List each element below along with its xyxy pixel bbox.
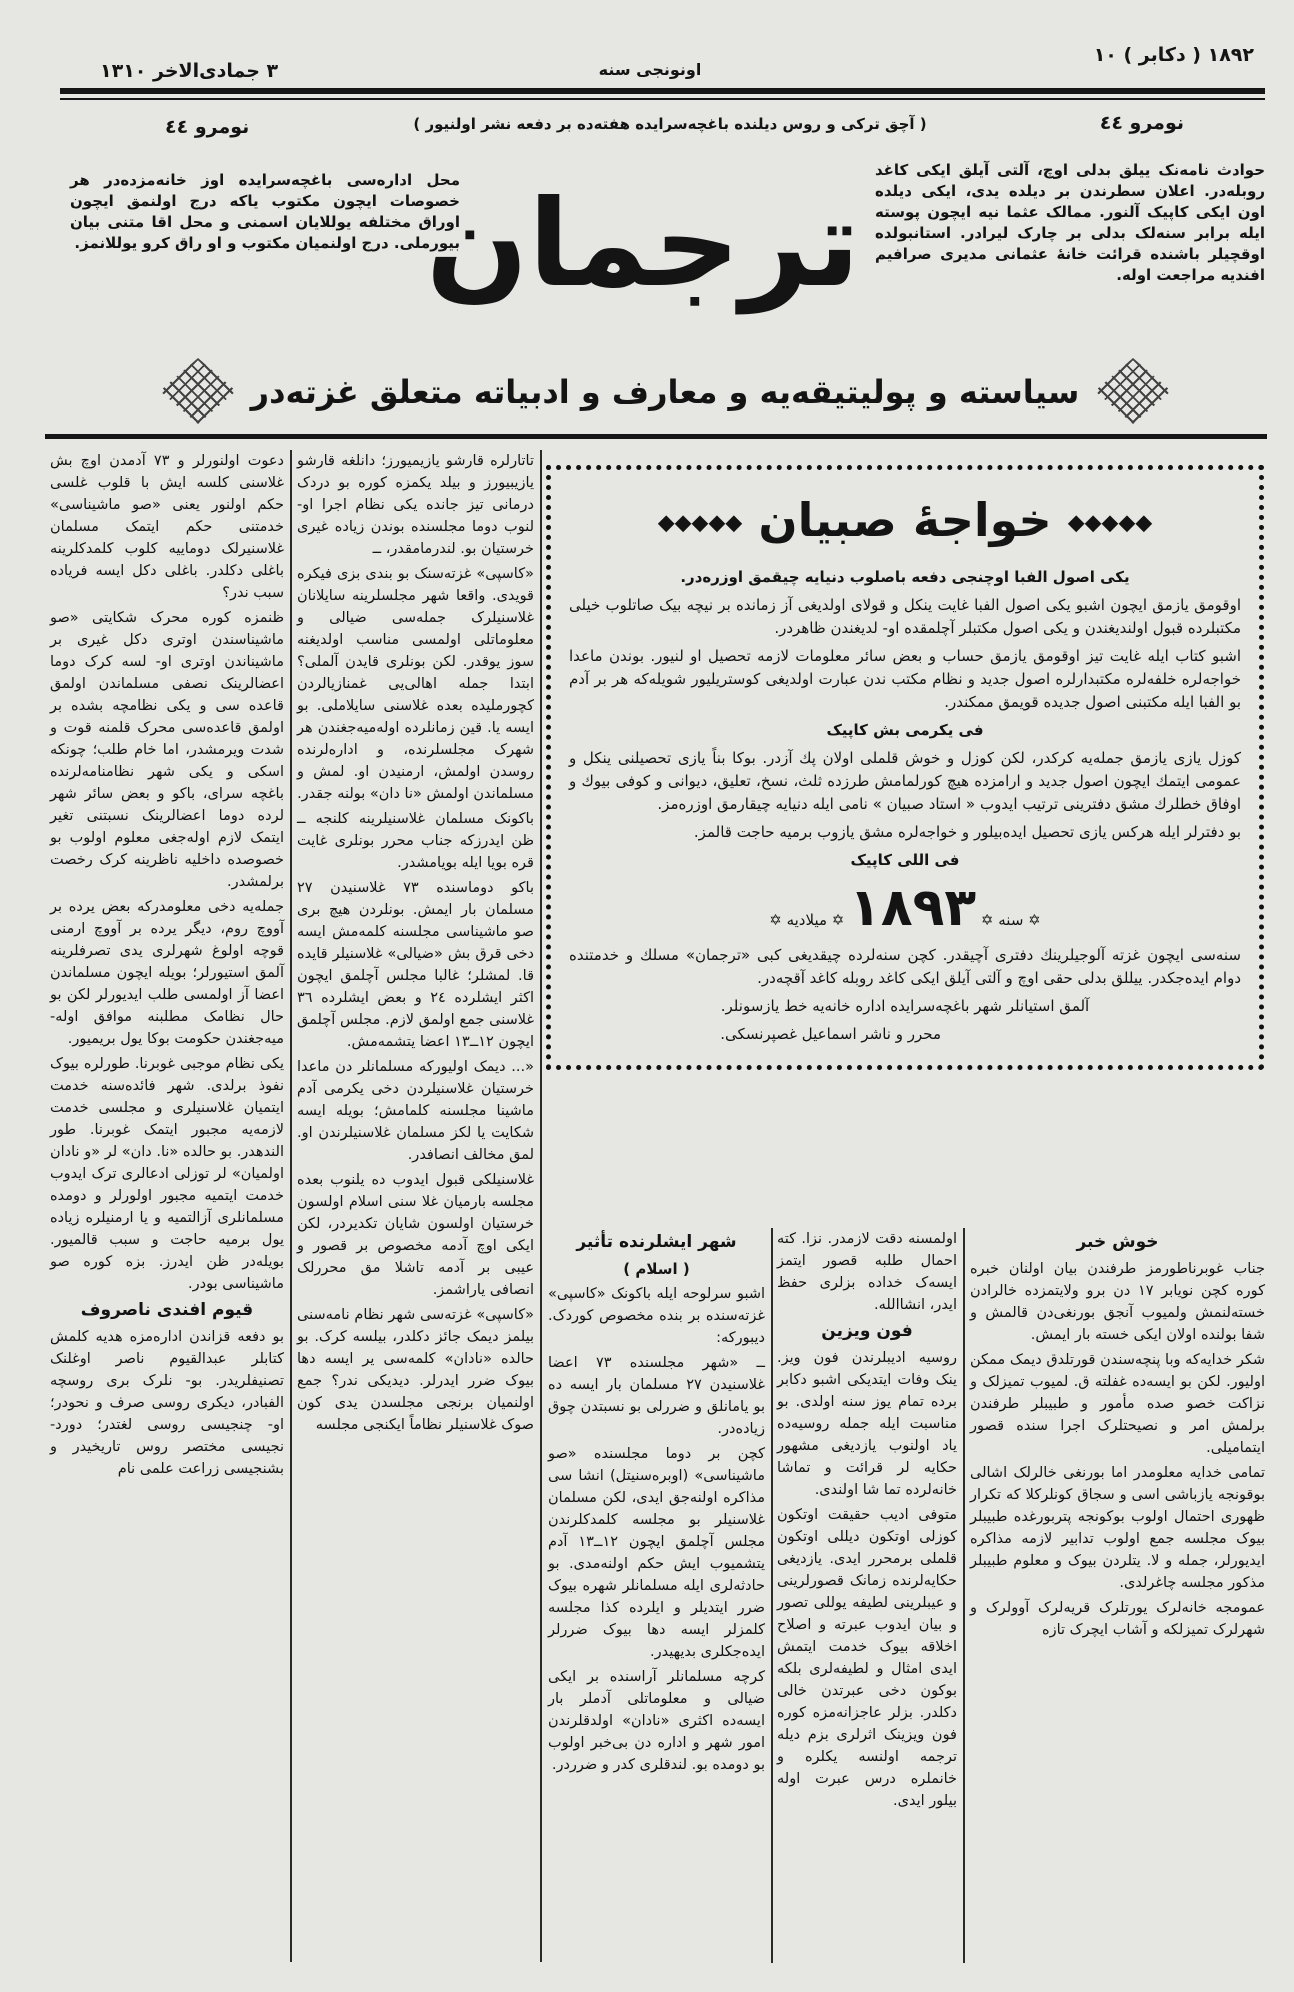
paragraph: ظنمزه کوره محرک شکایتی «صو ماشیناسندن اوتری دکل غیری بر ماشیناندن اوتری او- لسه کرک دوما اعضالرینک نصفی مسلماندن اولمق قاعده سی و یکی نظامچه بشده بر اولمق قاعده‌سی محرک قلمنه قوت و شدت ویرمشدر، اما خام طلب؛ چونکه اسکی و یکی شهر نظامنامه‌لرنده باغچه سرای، باکو و بعض سائر شهر لرده دوما اعضالرینک نسبتنی تغیر ایتمک لازم اوله‌جغی معلوم اولوب بو خصوصده داخلیه ناظرینه کرک رخصت برلمشدر.	[50, 610, 284, 890]
paragraph: یکی نظام موجبی غوبرنا. طورلره بیوک نفوذ برلدی. شهر فائده‌سنه خدمت ایتمیان غلاسنیلری و مجلسی خدمت لازمه‌یه مجبور ایتمک غوبرنا. طور الندهدر. بو حالده «نا. دان» لر «و نادان اولمیان» لر توزلی ادعالری ترک ایدوب خدمت ایتمیه مجبور اولورلر و دومده مسلمانلری آزالتمیه و یا ارمنیلره زیاده یول برمیه حاجت و سبب قالمیور. بویله‌در ظن ایدرز. بزه کوره صو ماشیناسی بودر.	[50, 1056, 284, 1292]
year: ١٨٩٣	[849, 877, 977, 938]
issue-number-right: نومرو ٤٤	[1099, 112, 1184, 134]
advertisement-title: خواجهٔ صبیان	[758, 493, 1052, 547]
paragraph: کچن بر دوما مجلسنده «صو ماشیناسی» (اوبره‌سنیتل) انشا سی مذاکره اولنه‌جق ایدی، لکن مسلمان غلاسنیلر بو مجلسه کلمدکلرندن مجلس آچلمق ایچون ١٢ــ١٣ آدم یتشمیوب ایش حکم اولنه‌مدی. بو حادثه‌لری ایله مسلمانلر شهره بیوک ضرر ایتدیلر و ایلرده کذا مجلسه کلمزلر ایسه دها بیوک ضررلر ایده‌جکلری بدیهیدر.	[548, 1446, 765, 1660]
section-heading: شهر ایشلرنده تأثیر	[576, 1232, 737, 1252]
section-heading: خوش خبر	[1076, 1232, 1159, 1252]
column-c	[970, 1228, 1265, 1644]
column-a	[50, 450, 284, 1483]
publication-year: اونونجی سنه	[598, 60, 702, 79]
ornament-left	[160, 358, 236, 424]
diamond-ornament-icon: ◆◆◆◆◆	[657, 510, 743, 536]
ad-paragraph: اشبو کتاب ایله غایت تیز اوقومق یازمق حساب و بعض سائر معلومات لازمه تحصیل او لنیور. بوندن ماعدا خواجه‌لره خلفه‌لره مکتبدارلره اصول جدید و نظام مکتب ندن عبارت اولدیغی کوستریلیور شویله‌که هر بر آدم بو الفبا ایله مکتبنی اصول جدیده قویمق ممکندر.	[569, 646, 1241, 711]
advertisement-title-row	[569, 488, 1241, 556]
column-divider	[290, 450, 292, 1962]
paragraph: دعوت اولنورلر و ٧٣ آدمدن اوچ بش غلاسنی کلسه ایش با قلوب غلسی حکم اولنور یعنی «صو ماشیناسی» خدمتنی حکم ایتمک مسلمان غلاسنیرلک دوماییه کلوب کلمدکلرینه باغلی دکلدر. باغلی دکل ایسه فریاده سبب ندر؟	[50, 453, 284, 601]
column-divider	[963, 1228, 965, 1963]
column-d	[777, 1228, 957, 1815]
paragraph: شکر خدایه‌که وبا پنچه‌سندن قورتلدق دیمک ممکن اولیور. لکن بو ایسه‌ده غفلته ق. لمیوب تمیزلک و نزاکت خصو صده مأمور و طبیبلر طرفندن برلمش امر و نصیحتلرک اجرا سنده قصور ایتمامیلی.	[970, 1352, 1265, 1456]
ad-paragraph: اوقومق یازمق ایچون اشبو یکی اصول الفبا غایت ینکل و قولای اولدیغی آز زمانده بر نیچه بیک صاتلوب خیلی مکتبلرده قبول اولندیغندن و یکی اصول مکتبلر آچلمقده او- لدیغندن ظاهردر.	[569, 595, 1241, 637]
ad-paragraph: آلمق استیانلر شهر باغچه‌سرایده اداره خانه‌یه خط یازسونلر.	[720, 996, 1090, 1015]
paragraph: غلاسنیلکی قبول ایدوب ده یلنوب بعده مجلسه بارمیان غلا سنی اسلام اولسون خرستیان اولسون شایان تکدیردر، لکن ایکی اوچ آدمه مخصوص بر قصور و عیبی بر آدمه تاشلا مق محررلک انصافی یاراشمز.	[297, 1172, 534, 1298]
date-gregorian: ١٨٩٢ ( دکابر ) ١٠	[1093, 44, 1254, 66]
section-heading: قیوم افندی ناصروف	[80, 1300, 254, 1320]
paragraph: روسیه ادیبلرندن فون ویز. ینک وفات ایتدیکی اشبو دکابر برده تمام یوز سنه اولدی. بو مناسبت ایله جمله روسیه‌ده یاد اولنوب یازدیغی مشهور حکایه لر قرائت و تماشا خانه‌لرده تما شا اولندی.	[777, 1350, 957, 1498]
star-icon: ✡	[1028, 910, 1041, 929]
paragraph: متوفی ادیب حقیقت اوتکون کوزلی اوتکون دیللی اوتکون قلملی برمحرر ایدی. یازدیغی حکایه‌لرنده زمانک قصورلرینی و عیبلرینی لطیفه یوللی تصور و بیان ایدوب عبرته و اصلاح اخلاقه بیوک خدمت ایتمش ایدی امثال و لطیفه‌لری بلکه بوکون دخی عبرتدن خالی دکلدر. بزلر عاجزانه‌مزه کوره فون ویزینک اثرلری بزم دیله ترجمه اولنسه یکلره و خانملره درس عبرت اوله بیلور ایدی.	[777, 1507, 957, 1809]
ad-paragraph: بو دفترلر ایله هرکس یازی تحصیل ایده‌بیلور و خواجه‌لره مشق یازوب برمیه حاجت قالمز.	[693, 822, 1241, 841]
ornament-right	[1095, 358, 1171, 424]
paragraph: عمومجه خانه‌لرک یورتلرک قریه‌لرک آوولرک و شهرلرک تمیزلکه و آشاب ایچرک تازه	[970, 1600, 1265, 1638]
ad-price: فی اللی کاپیک	[850, 850, 960, 869]
issue-number-left: نومرو ٤٤	[165, 116, 250, 138]
column-divider	[771, 1228, 773, 1963]
newspaper-subtitle: سیاسته و پولیتیقه‌یه و معارف و ادبیاته متعلق غزته‌در	[250, 373, 1080, 411]
star-icon: ✡	[831, 910, 845, 929]
section-subheading: ( اسلام )	[623, 1260, 690, 1278]
paragraph: اشبو سرلوحه ایله باکونک «کاسپی» غزته‌سنده بر بنده مخصوص کوردک. دیبورکه:	[548, 1286, 765, 1346]
paragraph: بو دفعه قزاندن اداره‌مزه هدیه کلمش کتابلر عبدالقیوم ناصر اوغلنک تصنیفلریدر. بو- نلرک بری روسچه الفبادر، دیکری روسی صرف و نحودر؛ او- چنجیسی روسی لغتدر؛ دورد- نجیسی مختصر روس تاریخیدر و بشنجیسی زراعت علمی نام	[50, 1329, 284, 1477]
paragraph: جناب غوبرناطورمز طرفندن بیان اولنان خبره کوره کچن نویابر ١٧ دن برو ولایتمزده خالرادن خسته‌لنمش ولمیوب آنجق بورنغی‌دن قالمش و شفا بولنده اولان ایکی خسته بار ایمش.	[970, 1261, 1266, 1343]
masthead-rule-thin	[60, 98, 1265, 100]
paragraph: تمامی خدایه معلومدر اما بورنغی خالرلک اشالی بوقونجه یازباشی اسی و سجاق کونلرکلا که تکرار ظهوری احتمال اولوب بوکونجه پتربورغده طبیبلر بیوک مجلسه جمع اولوب تدابیر لازمه مذاکره ایدیورلر، جمله و لا. یتلردن بیوک و معلوم طبیبلر مذکور مجلسه چاغرلدی.	[970, 1465, 1265, 1591]
ad-paragraph: کوزل یازی یازمق جمله‌یه کرکدر، لکن کوزل و خوش قلملی اولان پك آزدر. بوکا بناً یازی تحصیلنی ینکل و عمومی ایتمك ایچون اصول جدید و ارامزده هیچ کورلمامش طرزده ثلث، نسخ، تعلیق، دیوانی و کوفی بیوك و اوفاق خطلرك مشق دفترینی ترتیب ایدوب « استاد صبیان » نامی ایله دنیایه چیقارمق اوزره‌مز.	[569, 748, 1241, 813]
column-e	[548, 1228, 765, 1779]
paragraph: ــ «شهر مجلسنده ٧٣ اعضا غلاسنیدن ٢٧ مسلمان بار ایسه ده بو یامانلق و ضررلی بو نسبتدن چوق زیاده‌در.	[548, 1355, 765, 1437]
date-hijri: ٣ جمادی‌الاخر ١٣١٠	[100, 60, 279, 82]
paragraph: اولمسنه دقت لازمدر. نزا. کته احمال طلبه قصور ایتمز ایسه‌ک خداده بزلری حفظ ایدر، انشاالله.	[777, 1231, 957, 1313]
year-prefix: سنه	[998, 910, 1024, 929]
year-suffix: میلادیه	[786, 910, 828, 929]
main-rule	[45, 434, 1267, 439]
star-icon: ✡	[980, 910, 994, 929]
paragraph: جمله‌یه دخی معلومدرکه بعض یرده بر آووچ روم، دیگر یرده بر آووچ ارمنی قوچه اولوغ شهرلری یدی تصرفلرینه آلمق استیورلر؛ بویله ایچون مسلماندن اعضا آز اولمسی طلب ایدیورلر لکن بو حال نظامک مطلبنه موافق اوله- میه‌جغندن حکومت بوکا یول بریمیور.	[50, 899, 284, 1047]
ad-editor: محرر و ناشر اسماعیل غصپرنسکی.	[720, 1024, 941, 1043]
section-heading: فون ویزین	[821, 1321, 913, 1341]
paragraph: «... دیمک اولیورکه مسلمانلر دن ماعدا خرستیان غلاسنیلردن دخی یکرمی آدم ماشینا مجلسنه کلمامش؛ بویله ایسه شکایت یا لکز مسلمان غلاسنیلرندن او. لمق مخالف انصافدر.	[297, 1059, 534, 1163]
paragraph: باکو دوماسنده ٧٣ غلاسنیدن ٢٧ مسلمان بار ایمش. بونلردن هیچ بری صو ماشیناسی مجلسنه کلمه‌مش ایسه دخی قرق بش «ضیالی» غلاسنیلر قایده قا. لمشلر؛ غالبا مجلس آچلمق ایچون اکثر ایشلرده ٢٤ و بعض ایشلرده ٣٦ غلاسنی جمع اولمق لازم. مجلس آچلمق ایچون ١٢ــ١٣ اعضا یتشمه‌مش.	[297, 880, 534, 1050]
ad-price: فی یکرمی بش کاپیک	[826, 720, 984, 739]
column-divider	[540, 450, 542, 1962]
publication-note: ( آچق ترکی و روس دیلنده باغچه‌سرایده هفته‌ده بر دفعه نشر اولنیور )	[413, 115, 927, 133]
star-icon: ✡	[769, 910, 782, 929]
paragraph: کرچه مسلمانلر آراسنده بر ایکی ضیالی و معلوماتلی آدملر بار ایسه‌ده اکثری «نادان» اولدقلرندن امور شهر و اداره دن بی‌خبر اولوب بو دومده بو. لندقلری کدر و ضرردر.	[548, 1669, 765, 1773]
paragraph: «کاسپی» غزته‌سنک بو بندی بزی فیکره قویدی. واقعا شهر مجلسلرینه سایلانان غلاسنیلرک جمله‌سی ضیالی و معلوماتلی اولمسی مناسب اولدیغنه سوز یوقدر. لکن بونلری قایدن آلملی؟ ابتدا جمله اهالی‌یی غمنازیالردن کچورملیده بعده غلاسنی سایلاملی. بو ایسه یا. قین زمانلرده اوله‌میه‌جغندن هر شهرک مجلسلرنده، و اداره‌لرنده روسدن اولمش، ارمنیدن او. لمش و مسلماندن اولمش «نا دان» بولنه جقدر.	[297, 566, 534, 802]
newspaper-title: ترجمان	[425, 175, 860, 314]
ad-year-row	[569, 877, 1241, 939]
advertisement-box	[546, 465, 1264, 1070]
masthead-rule-thick	[60, 88, 1265, 94]
ad-paragraph: سنه‌سی ایچون غزته آلوجیلرینك دفتری آچیقدر. کچن سنه‌لرده چیقدیغی کبی «ترجمان» مسلك و خدمتنده دوام ایده‌جکدر. ییللق بدلی حقی اوچ و آلتی آیلق ایکی کاغد روبله کاغد آقچه‌در.	[569, 945, 1241, 987]
subscription-info: حوادث نامه‌نک ییلق بدلی اوچ، آلتی آیلق ایکی کاغد روبله‌در. اعلان سطرندن بر دیلده یدی، ایکی دیلده اون ایکی کاپیک آلنور. ممالک عثما نیه ایچون پوسته ایله برابر سنه‌لک بدلی بر چارک لیرادر. استانبولده اوقچیلر باشنده قرائت خانهٔ عثمانی مدیری صرافیم افندیه مراجعت اوله.	[875, 161, 1265, 284]
paragraph: تاتارلره قارشو یازیمیورز؛ دانلغه قارشو یازیبیورز و بیلد یکمزه کوره بو دردک درمانی تیز جانده یکی نظام اجرا او- لنوب دوما مجلسنده بوندن زیاده غیری خرستیان بو. لندرمامقدر، ــ	[297, 453, 534, 557]
office-info: محل اداره‌سی باغچه‌سرایده اوز خانه‌مزده‌در هر خصوصات ایچون مکتوب یاکه درج اولنمق ایچون اوراق مختلفه یوللایان اسمنی و محل اقا متنی بیان بیورملی. درج اولنمیان مکتوب و او راق کرو یوللانمز.	[70, 171, 460, 252]
paragraph: باکونک مسلمان غلاسنیلرینه کلنجه ــ ظن ایدرزکه جناب محرر بونلری غایت قره بویا ایله بویامشدر.	[297, 811, 534, 871]
diamond-ornament-icon: ◆◆◆◆◆	[1067, 510, 1153, 536]
ad-lead: یکی اصول الفبا اوچنجی دفعه باصلوب دنیایه چیقمق اوزره‌در.	[680, 567, 1130, 586]
paragraph: «کاسپی» غزته‌سی شهر نظام نامه‌سنی بیلمز دیمک جائز دکلدر، بیلسه کرک. بو حالده «نادان» کلمه‌سی یر ایسه دها بیوک ضرر ایدرلر. دیدیکی ندر؟ جمع اولنمیان برنجی مجلسدن یدی کون صوک غلاسنیلر نظاماً ایکنجی مجلسه	[297, 1307, 534, 1433]
column-b	[297, 450, 534, 1439]
